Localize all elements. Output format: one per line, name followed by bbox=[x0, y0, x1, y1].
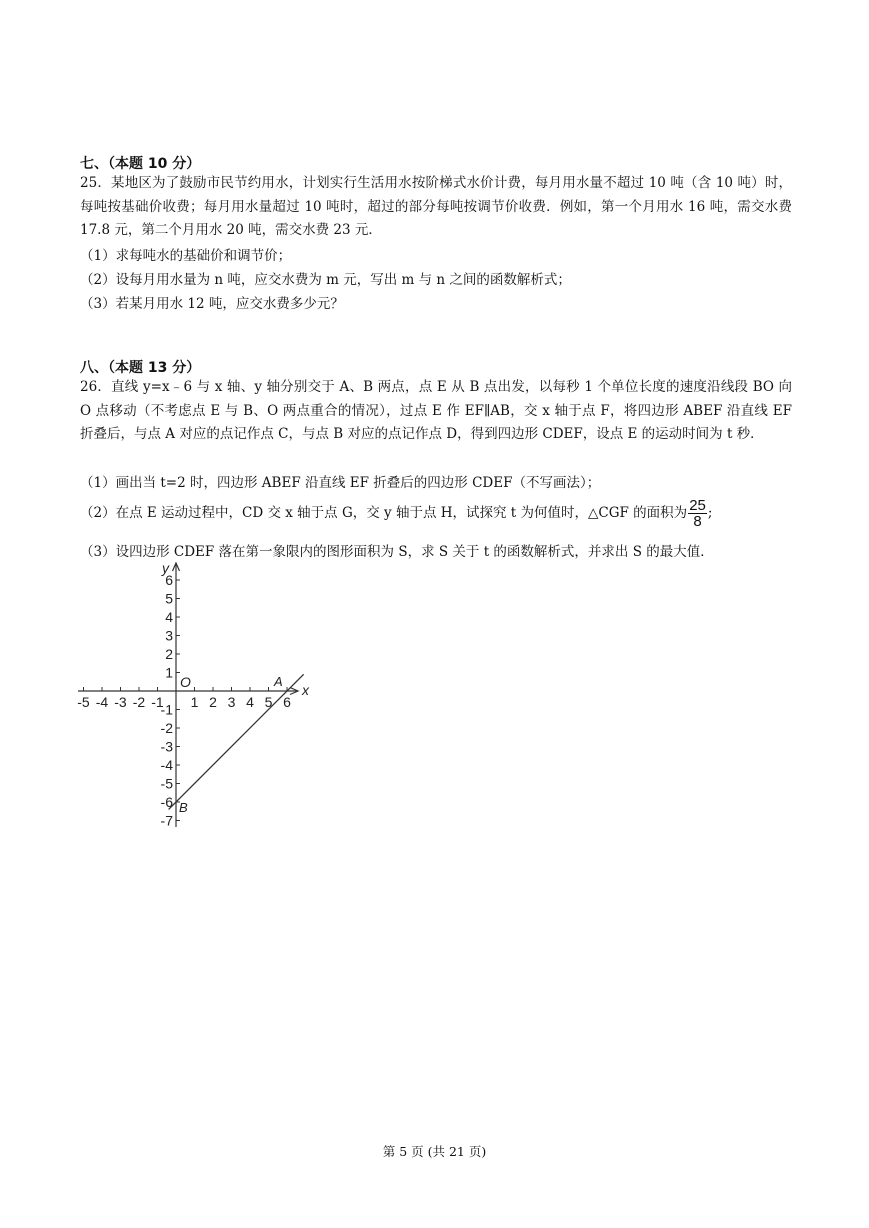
y-tick-label: 6 bbox=[165, 572, 173, 588]
x-tick-label: 5 bbox=[264, 694, 273, 710]
x-tick-label: -5 bbox=[77, 694, 90, 710]
problem26-q3: （3）设四边形 CDEF 落在第一象限内的图形面积为 S，求 S 关于 t 的函数解析式，并求出 S 的最大值． bbox=[80, 544, 714, 560]
x-axis-label: x bbox=[302, 682, 309, 698]
coordinate-graph bbox=[70, 555, 320, 840]
point-a-label: A bbox=[274, 674, 283, 689]
y-tick-label: -4 bbox=[160, 757, 173, 773]
y-tick-label: 4 bbox=[165, 609, 173, 625]
problem26-text: 26．直线 y=x﹣6 与 x 轴、y 轴分别交于 A、B 两点，点 E 从 B 点出发，以每秒 1 个单位长度的速度沿线段 BO 向 O 点移动（不考虑点 E 与 B、O 两点重合的情况），过点 E 作 EF∥AB，交 x 轴于点 F，将四边形 ABEF 沿直线 EF 折叠后，与点 A 对应的点记作点 C，与点 B 对应的点记作点 D，得到四边形 CDEF，设点 E 的运动时间为 t 秒． bbox=[80, 379, 792, 442]
fraction-numerator: 25 bbox=[689, 497, 706, 514]
x-tick-label: -2 bbox=[132, 694, 146, 710]
problem26-q2-end: ; bbox=[707, 505, 713, 521]
x-tick-label: 4 bbox=[246, 694, 254, 710]
y-axis-label: y bbox=[162, 560, 169, 576]
problem25-q2: （2）设每月用水量为 n 吨，应交水费为 m 元，写出 m 与 n 之间的函数解析式； bbox=[80, 272, 571, 288]
problem26-q2 bbox=[80, 498, 712, 529]
page-footer: 第 5 页 (共 21 页) bbox=[382, 1144, 487, 1159]
x-tick-label: 6 bbox=[283, 694, 291, 710]
problem26-q1: （1）画出当 t=2 时，四边形 ABEF 沿直线 EF 折叠后的四边形 CDEF（不写画法）； bbox=[80, 475, 601, 491]
fraction-denominator: 8 bbox=[693, 513, 702, 530]
y-tick-label: 5 bbox=[165, 590, 173, 607]
problem25-text: 25．某地区为了鼓励市民节约用水，计划实行生活用水按阶梯式水价计费，每月用水量不超过 10 吨（含 10 吨）时，每吨按基础价收费；每月用水量超过 10 吨时，超过的部分每吨按调节价收费．例如，第一个月用水 16 吨，需交水费 17.8 元，第二个月用水 20 吨，需交水费 23 元． bbox=[80, 175, 792, 238]
y-tick-label: 1 bbox=[165, 664, 173, 681]
problem26-q2-text: （2）在点 E 运动过程中，CD 交 x 轴于点 G，交 y 轴于点 H，试探究 t 为何值时，△CGF 的面积为 bbox=[80, 505, 688, 521]
x-tick-label: -3 bbox=[114, 694, 127, 710]
y-tick-label: 2 bbox=[165, 646, 173, 662]
x-tick-label: -4 bbox=[95, 694, 109, 710]
problem25-q3: （3）若某月用水 12 吨，应交水费多少元？ bbox=[80, 296, 344, 312]
y-tick-label: -1 bbox=[160, 701, 173, 718]
y-tick-label: 3 bbox=[165, 627, 173, 644]
origin-label: O bbox=[180, 674, 191, 690]
y-tick-label: -6 bbox=[160, 794, 173, 810]
fraction-25-over-8 bbox=[688, 498, 707, 529]
y-tick-label: -2 bbox=[160, 720, 173, 736]
x-tick-label: -1 bbox=[151, 694, 164, 710]
problem25-q1: （1）求每吨水的基础价和调节价； bbox=[80, 248, 292, 264]
point-b-label: B bbox=[179, 800, 188, 815]
x-tick-label: 3 bbox=[227, 694, 236, 710]
x-tick-label: 2 bbox=[209, 694, 217, 710]
section7-heading: 七、（本题 10 分） bbox=[80, 156, 201, 172]
x-tick-label: 1 bbox=[190, 694, 199, 710]
y-tick-label: -7 bbox=[160, 812, 173, 829]
y-tick-label: -3 bbox=[160, 738, 173, 755]
y-tick-label: -5 bbox=[160, 775, 173, 792]
line-y-equals-x-minus-6 bbox=[169, 674, 304, 809]
section8-heading: 八、（本题 13 分） bbox=[80, 360, 201, 376]
